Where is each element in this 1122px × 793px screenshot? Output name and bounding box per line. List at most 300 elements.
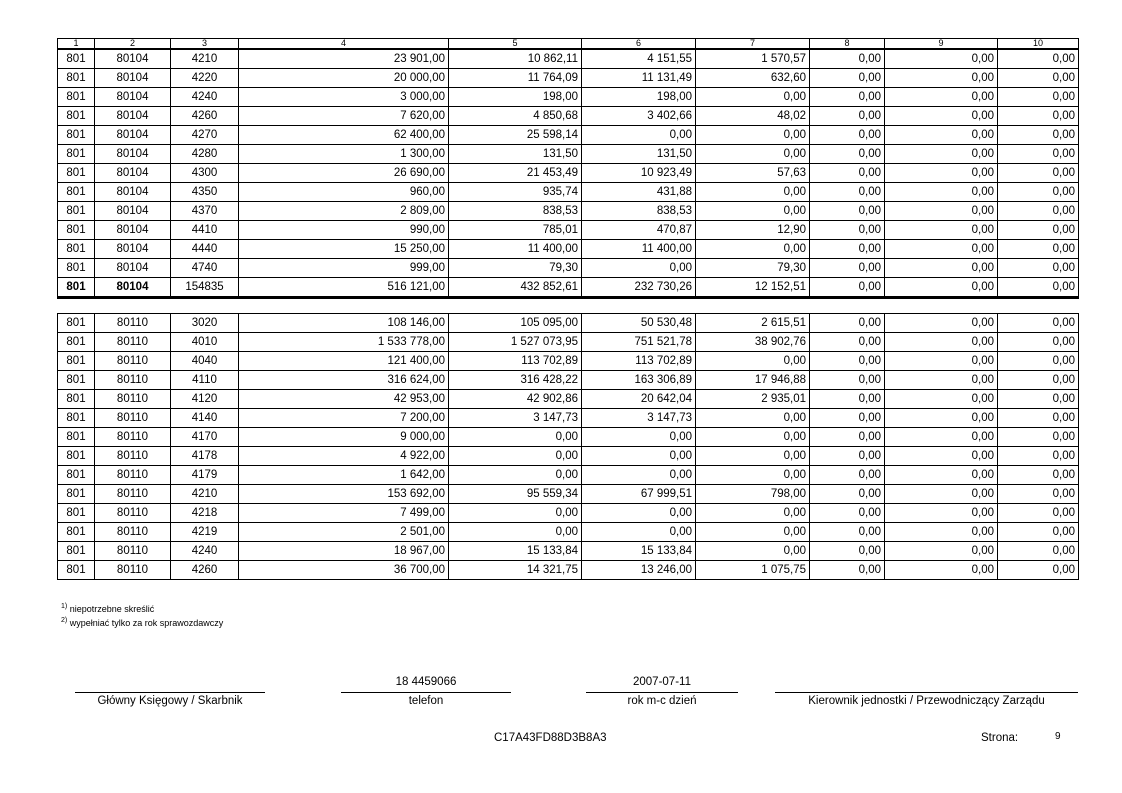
table-cell: 935,74	[449, 183, 582, 202]
table-cell: 113 702,89	[449, 352, 582, 371]
column-number: 4	[239, 39, 449, 50]
table-cell: 0,00	[885, 49, 998, 69]
table-cell: 801	[58, 390, 95, 409]
table-cell: 0,00	[998, 371, 1079, 390]
table-cell: 801	[58, 523, 95, 542]
table-cell: 801	[58, 352, 95, 371]
table-cell: 0,00	[810, 409, 885, 428]
table-cell: 0,00	[998, 259, 1079, 278]
table-cell: 21 453,49	[449, 164, 582, 183]
table-row	[58, 428, 1079, 447]
column-number: 2	[95, 39, 171, 50]
table-cell: 0,00	[885, 390, 998, 409]
table-cell: 4280	[171, 145, 239, 164]
table-cell: 0,00	[696, 240, 810, 259]
table-cell: 0,00	[810, 107, 885, 126]
table-cell: 80104	[95, 259, 171, 278]
table-cell: 4179	[171, 466, 239, 485]
table-cell: 0,00	[810, 561, 885, 580]
table-cell: 121 400,00	[239, 352, 449, 371]
table-cell: 232 730,26	[582, 278, 696, 298]
table-cell: 0,00	[810, 259, 885, 278]
table-cell: 801	[58, 69, 95, 88]
table-cell: 1 570,57	[696, 49, 810, 69]
table-cell: 0,00	[696, 504, 810, 523]
table-cell: 4350	[171, 183, 239, 202]
table-cell: 20 000,00	[239, 69, 449, 88]
table-cell: 0,00	[998, 447, 1079, 466]
page-number: 9	[1055, 731, 1061, 742]
table-cell: 316 428,22	[449, 371, 582, 390]
table-cell: 0,00	[998, 466, 1079, 485]
table-cell: 801	[58, 504, 95, 523]
table-cell: 431,88	[582, 183, 696, 202]
table-cell: 0,00	[885, 107, 998, 126]
table-row	[58, 523, 1079, 542]
table-cell: 0,00	[885, 69, 998, 88]
table-cell: 4 850,68	[449, 107, 582, 126]
table-cell: 0,00	[885, 278, 998, 298]
table-cell: 0,00	[696, 145, 810, 164]
table-cell: 26 690,00	[239, 164, 449, 183]
table-cell: 105 095,00	[449, 314, 582, 333]
table-cell: 0,00	[885, 333, 998, 352]
table-cell: 12,90	[696, 221, 810, 240]
table-cell: 57,63	[696, 164, 810, 183]
table-cell: 0,00	[998, 485, 1079, 504]
head-label: Kierownik jednostki / Przewodniczący Zarządu	[808, 695, 1045, 707]
table-cell: 0,00	[998, 49, 1079, 69]
footnotes	[61, 601, 223, 629]
table-cell: 999,00	[239, 259, 449, 278]
table-cell: 0,00	[582, 126, 696, 145]
table-cell: 80110	[95, 409, 171, 428]
table-cell: 7 499,00	[239, 504, 449, 523]
table-cell: 0,00	[998, 88, 1079, 107]
table-cell: 0,00	[998, 314, 1079, 333]
table-cell: 4 151,55	[582, 49, 696, 69]
table-cell: 801	[58, 428, 95, 447]
table-cell: 12 152,51	[696, 278, 810, 298]
table-cell: 20 642,04	[582, 390, 696, 409]
table-cell: 4300	[171, 164, 239, 183]
table-cell: 0,00	[885, 240, 998, 259]
table-cell: 3 000,00	[239, 88, 449, 107]
table-row	[58, 485, 1079, 504]
table-cell: 4010	[171, 333, 239, 352]
column-number: 9	[885, 39, 998, 50]
table-row	[58, 504, 1079, 523]
table-cell: 0,00	[998, 428, 1079, 447]
table-cell: 0,00	[885, 485, 998, 504]
head-signature	[775, 676, 1078, 707]
table-cell: 7 620,00	[239, 107, 449, 126]
table-cell: 4 922,00	[239, 447, 449, 466]
table-cell: 0,00	[885, 542, 998, 561]
table-cell: 0,00	[998, 542, 1079, 561]
column-number: 1	[58, 39, 95, 50]
table-cell: 0,00	[810, 333, 885, 352]
table-cell: 4410	[171, 221, 239, 240]
table-cell: 80110	[95, 428, 171, 447]
table-cell: 0,00	[998, 164, 1079, 183]
table-cell: 0,00	[885, 409, 998, 428]
table-cell: 131,50	[582, 145, 696, 164]
table-cell: 0,00	[885, 145, 998, 164]
table-cell: 801	[58, 561, 95, 580]
table-cell: 80104	[95, 164, 171, 183]
table-cell: 0,00	[885, 202, 998, 221]
table-cell: 0,00	[810, 69, 885, 88]
table-cell: 0,00	[449, 504, 582, 523]
table-cell: 10 923,49	[582, 164, 696, 183]
table-cell: 42 902,86	[449, 390, 582, 409]
table-cell: 80110	[95, 352, 171, 371]
table-row	[58, 352, 1079, 371]
phone-field	[341, 676, 511, 707]
table-cell: 0,00	[582, 504, 696, 523]
accountant-signature	[75, 676, 265, 707]
table-cell: 80104	[95, 278, 171, 298]
table-cell: 801	[58, 447, 95, 466]
table-cell: 4210	[171, 49, 239, 69]
table-cell: 38 902,76	[696, 333, 810, 352]
table-cell: 25 598,14	[449, 126, 582, 145]
table-cell: 4170	[171, 428, 239, 447]
table-cell: 10 862,11	[449, 49, 582, 69]
table-cell: 7 200,00	[239, 409, 449, 428]
table-cell: 3020	[171, 314, 239, 333]
table-cell: 0,00	[582, 523, 696, 542]
table-row	[58, 409, 1079, 428]
table-cell: 0,00	[449, 428, 582, 447]
date-value: 2007-07-11	[633, 676, 691, 688]
table-cell: 0,00	[885, 428, 998, 447]
table-cell: 0,00	[998, 69, 1079, 88]
table-cell: 15 133,84	[449, 542, 582, 561]
table-cell: 0,00	[810, 183, 885, 202]
table-cell: 4260	[171, 561, 239, 580]
table-cell: 0,00	[810, 390, 885, 409]
table-row	[58, 202, 1079, 221]
table-cell: 0,00	[810, 542, 885, 561]
document-code: C17A43FD88D3B8A3	[494, 732, 607, 744]
column-number: 8	[810, 39, 885, 50]
table-cell: 11 400,00	[582, 240, 696, 259]
table-cell: 80110	[95, 561, 171, 580]
table-cell: 80110	[95, 504, 171, 523]
table-cell: 0,00	[998, 352, 1079, 371]
table-cell: 0,00	[810, 314, 885, 333]
table-cell: 80110	[95, 390, 171, 409]
subtotal-row	[58, 278, 1079, 298]
table-cell: 4240	[171, 542, 239, 561]
table-cell: 801	[58, 542, 95, 561]
column-number: 3	[171, 39, 239, 50]
table-row	[58, 69, 1079, 88]
table-cell: 0,00	[696, 183, 810, 202]
table-row	[58, 107, 1079, 126]
table-cell: 13 246,00	[582, 561, 696, 580]
page-label: Strona:	[981, 732, 1019, 744]
table-cell: 432 852,61	[449, 278, 582, 298]
table-cell: 0,00	[810, 447, 885, 466]
table-row	[58, 447, 1079, 466]
table-cell: 1 533 778,00	[239, 333, 449, 352]
table-cell: 108 146,00	[239, 314, 449, 333]
date-label: rok m-c dzień	[627, 695, 697, 707]
table-cell: 960,00	[239, 183, 449, 202]
table-row	[58, 164, 1079, 183]
table-cell: 2 809,00	[239, 202, 449, 221]
table-cell: 80104	[95, 240, 171, 259]
table-cell: 1 075,75	[696, 561, 810, 580]
table-cell: 3 147,73	[449, 409, 582, 428]
table-cell: 80104	[95, 107, 171, 126]
budget-report-table	[57, 38, 1079, 580]
table-cell: 0,00	[810, 164, 885, 183]
table-cell: 0,00	[696, 523, 810, 542]
table-cell: 0,00	[998, 145, 1079, 164]
table-cell: 198,00	[582, 88, 696, 107]
table-cell: 80110	[95, 466, 171, 485]
table-cell: 785,01	[449, 221, 582, 240]
table-cell: 1 527 073,95	[449, 333, 582, 352]
table-cell: 80110	[95, 371, 171, 390]
date-field	[586, 676, 738, 707]
table-cell: 0,00	[582, 447, 696, 466]
table-cell: 50 530,48	[582, 314, 696, 333]
table-cell: 2 501,00	[239, 523, 449, 542]
table-cell: 0,00	[810, 485, 885, 504]
table-cell: 62 400,00	[239, 126, 449, 145]
table-cell: 153 692,00	[239, 485, 449, 504]
table-cell: 0,00	[885, 88, 998, 107]
table-cell: 0,00	[696, 126, 810, 145]
table-cell: 9 000,00	[239, 428, 449, 447]
table-cell: 0,00	[810, 221, 885, 240]
table-cell: 79,30	[449, 259, 582, 278]
table-cell: 0,00	[885, 561, 998, 580]
accountant-label: Główny Księgowy / Skarbnik	[97, 695, 243, 707]
table-cell: 0,00	[810, 278, 885, 298]
table-cell: 4120	[171, 390, 239, 409]
table-cell: 80104	[95, 202, 171, 221]
table-row	[58, 49, 1079, 69]
table-cell: 4040	[171, 352, 239, 371]
table-cell: 0,00	[998, 126, 1079, 145]
footnote-2: $^{2)}$ wypełniać tylko za rok sprawozdawczy	[61, 617, 224, 628]
column-number: 10	[998, 39, 1079, 50]
table-cell: 80110	[95, 447, 171, 466]
table-cell: 0,00	[696, 428, 810, 447]
table-cell: 79,30	[696, 259, 810, 278]
table-cell: 15 133,84	[582, 542, 696, 561]
phone-value: 18 4459066	[395, 676, 457, 688]
table-cell: 0,00	[998, 390, 1079, 409]
table-cell: 4178	[171, 447, 239, 466]
table-cell: 2 615,51	[696, 314, 810, 333]
table-cell: 2 935,01	[696, 390, 810, 409]
table-cell: 0,00	[810, 126, 885, 145]
table-cell: 4270	[171, 126, 239, 145]
table-cell: 838,53	[582, 202, 696, 221]
table-cell: 0,00	[449, 447, 582, 466]
table-cell: 67 999,51	[582, 485, 696, 504]
table-cell: 80110	[95, 542, 171, 561]
table-cell: 80110	[95, 333, 171, 352]
phone-label: telefon	[408, 695, 444, 707]
table-cell: 154835	[171, 278, 239, 298]
table-cell: 838,53	[449, 202, 582, 221]
table-cell: 801	[58, 107, 95, 126]
table-cell: 0,00	[885, 314, 998, 333]
table-row	[58, 88, 1079, 107]
table-cell: 80104	[95, 69, 171, 88]
table-cell: 801	[58, 240, 95, 259]
table-cell: 0,00	[696, 409, 810, 428]
table-cell: 95 559,34	[449, 485, 582, 504]
table-cell: 36 700,00	[239, 561, 449, 580]
table-cell: 801	[58, 485, 95, 504]
table-cell: 0,00	[810, 466, 885, 485]
table-row	[58, 333, 1079, 352]
table-cell: 4220	[171, 69, 239, 88]
table-cell: 516 121,00	[239, 278, 449, 298]
table-cell: 801	[58, 88, 95, 107]
table-cell: 0,00	[998, 202, 1079, 221]
table-cell: 4218	[171, 504, 239, 523]
table-cell: 80104	[95, 49, 171, 69]
table-row	[58, 126, 1079, 145]
table-cell: 11 131,49	[582, 69, 696, 88]
table-cell: 80104	[95, 88, 171, 107]
table-cell: 0,00	[885, 466, 998, 485]
table-cell: 798,00	[696, 485, 810, 504]
table-row	[58, 390, 1079, 409]
table-cell: 0,00	[885, 126, 998, 145]
table-cell: 0,00	[810, 504, 885, 523]
table-cell: 3 402,66	[582, 107, 696, 126]
table-cell: 0,00	[885, 504, 998, 523]
table-cell: 0,00	[885, 523, 998, 542]
table-cell: 801	[58, 333, 95, 352]
table-row	[58, 240, 1079, 259]
table-cell: 0,00	[582, 259, 696, 278]
column-number: 5	[449, 39, 582, 50]
table-cell: 4140	[171, 409, 239, 428]
table-cell: 0,00	[885, 259, 998, 278]
table-cell: 0,00	[998, 561, 1079, 580]
table-cell: 0,00	[810, 240, 885, 259]
table-cell: 80104	[95, 221, 171, 240]
table-cell: 316 624,00	[239, 371, 449, 390]
table-row	[58, 542, 1079, 561]
table-row	[58, 561, 1079, 580]
table-cell: 4240	[171, 88, 239, 107]
table-cell: 801	[58, 202, 95, 221]
table-cell: 0,00	[998, 221, 1079, 240]
table-cell: 0,00	[696, 352, 810, 371]
table-cell: 801	[58, 221, 95, 240]
table-cell: 18 967,00	[239, 542, 449, 561]
table-cell: 0,00	[810, 371, 885, 390]
table-cell: 801	[58, 409, 95, 428]
table-cell: 80104	[95, 183, 171, 202]
table-row	[58, 466, 1079, 485]
table-cell: 80110	[95, 485, 171, 504]
table-cell: 17 946,88	[696, 371, 810, 390]
table-cell: 801	[58, 145, 95, 164]
table-cell: 801	[58, 183, 95, 202]
table-cell: 15 250,00	[239, 240, 449, 259]
table-cell: 198,00	[449, 88, 582, 107]
table-cell: 0,00	[582, 428, 696, 447]
table-cell: 801	[58, 259, 95, 278]
table-cell: 80104	[95, 126, 171, 145]
table-cell: 0,00	[885, 447, 998, 466]
table-cell: 0,00	[696, 466, 810, 485]
table-cell: 0,00	[810, 49, 885, 69]
table-cell: 0,00	[885, 164, 998, 183]
table-cell: 801	[58, 278, 95, 298]
table-cell: 0,00	[998, 240, 1079, 259]
table-cell: 42 953,00	[239, 390, 449, 409]
column-number: 6	[582, 39, 696, 50]
table-cell: 990,00	[239, 221, 449, 240]
table-cell: 0,00	[696, 447, 810, 466]
column-number: 7	[696, 39, 810, 50]
table-cell: 0,00	[998, 278, 1079, 298]
table-cell: 163 306,89	[582, 371, 696, 390]
table-cell: 801	[58, 466, 95, 485]
table-cell: 0,00	[885, 221, 998, 240]
table-cell: 0,00	[696, 88, 810, 107]
table-cell: 11 764,09	[449, 69, 582, 88]
table-cell: 470,87	[582, 221, 696, 240]
table-cell: 1 300,00	[239, 145, 449, 164]
table-cell: 1 642,00	[239, 466, 449, 485]
table-cell: 23 901,00	[239, 49, 449, 69]
table-cell: 801	[58, 49, 95, 69]
table-row	[58, 221, 1079, 240]
table-cell: 48,02	[696, 107, 810, 126]
table-cell: 0,00	[885, 352, 998, 371]
table-cell: 3 147,73	[582, 409, 696, 428]
table-cell: 80110	[95, 523, 171, 542]
table-row	[58, 183, 1079, 202]
table-cell: 801	[58, 314, 95, 333]
table-cell: 0,00	[810, 145, 885, 164]
table-cell: 0,00	[810, 428, 885, 447]
table-cell: 0,00	[810, 523, 885, 542]
section-separator	[58, 298, 1079, 314]
table-cell: 0,00	[696, 542, 810, 561]
table-cell: 0,00	[998, 409, 1079, 428]
table-cell: 0,00	[998, 107, 1079, 126]
table-row	[58, 259, 1079, 278]
table-cell: 0,00	[885, 183, 998, 202]
table-row	[58, 314, 1079, 333]
table-cell: 0,00	[696, 202, 810, 221]
footnote-1: $^{1)}$ niepotrzebne skreślić	[61, 603, 155, 614]
table-cell: 0,00	[998, 333, 1079, 352]
table-cell: 4440	[171, 240, 239, 259]
table-cell: 0,00	[998, 523, 1079, 542]
table-cell: 80110	[95, 314, 171, 333]
table-cell: 113 702,89	[582, 352, 696, 371]
table-cell: 0,00	[810, 352, 885, 371]
